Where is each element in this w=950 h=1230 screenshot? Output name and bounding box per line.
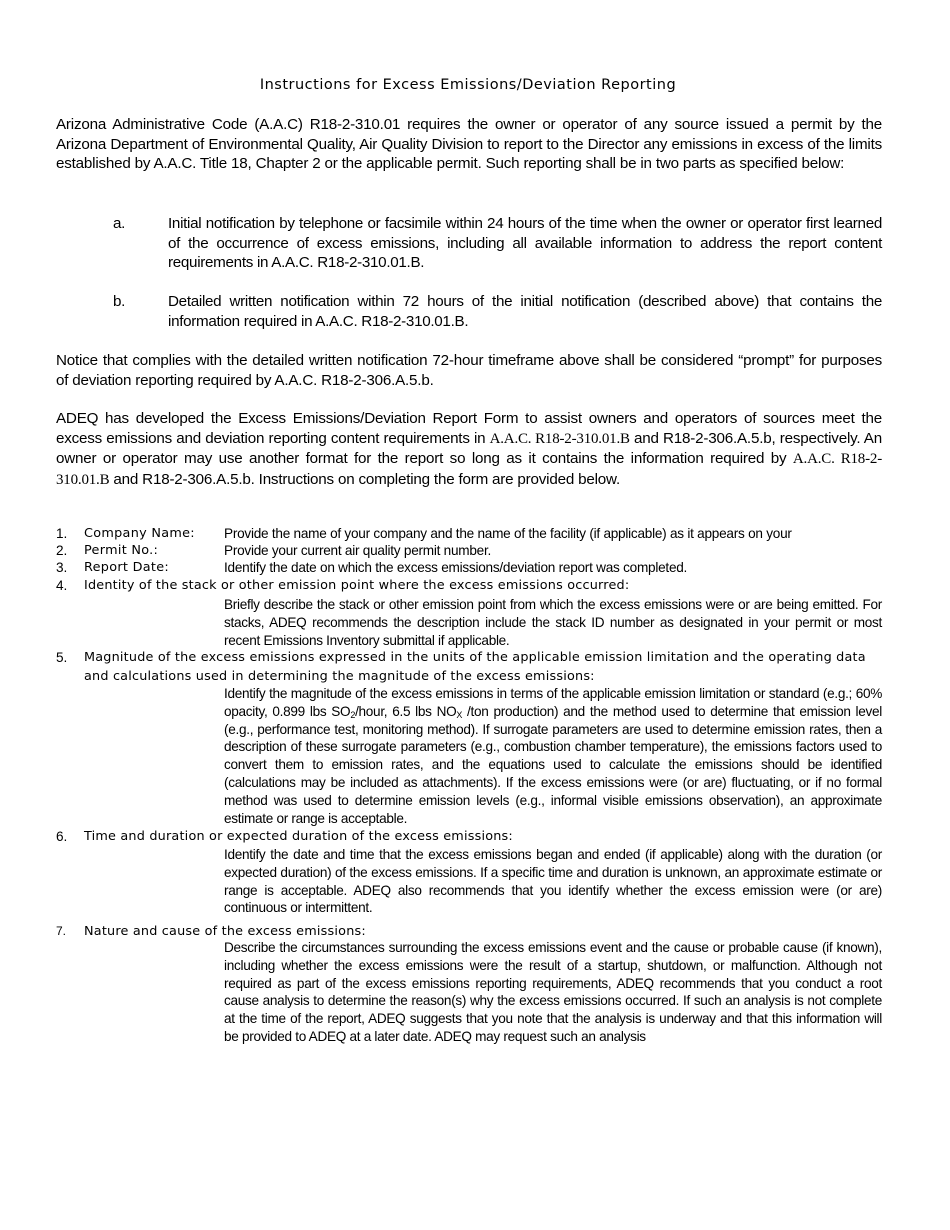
item-label: Permit No.:: [84, 543, 159, 558]
item-number: 1.: [56, 526, 68, 541]
item-body: Identify the date and time that the excess emissions began and ended (if applicable) along with the duration (or expected duration) of the excess emissions. If a specific time and duration is unknown, an approximate estimate or range is acceptable. ADEQ also recommends that you identify whether the excess emission were (or are) continuous or intermittent.: [224, 847, 882, 916]
item-body: Describe the circumstances surrounding the excess emissions event and the cause or probable cause (if known), including whether the excess emissions were the result of a startup, shutdown, or malfunction. Although not required as part of the excess emissions reporting requirements, ADEQ recommends that you conduct a root cause analysis to determine the reason(s) why the excess emissions occurred. If such an analysis is not complete at the time of the report, ADEQ suggests that you note that the analysis is underway and that this information will be provided to ADEQ at a later date. ADEQ may request such an analysis: [224, 940, 882, 1044]
adeq-ref-1: A.A.C. R18-2-310.01.B: [489, 430, 630, 447]
adeq-text-1: ADEQ has developed the Excess Emissions/Deviation Report Form to assist owners and operators of sources meet the excess emissions and deviation reporting content requirements in: [56, 410, 882, 447]
item-number: 3.: [56, 560, 68, 575]
item-description: Provide your current air quality permit number.: [224, 543, 492, 558]
item-body-text: /hour, 6.5 lbs NO: [355, 703, 457, 719]
adeq-paragraph: [56, 409, 882, 490]
part-b-label: b.: [113, 293, 126, 310]
page-title: Instructions for Excess Emissions/Deviation Reporting: [259, 77, 677, 93]
item-heading: Magnitude of the excess emissions expressed in the units of the applicable emission limitation and the operating data and calculations used in determining the magnitude of the excess emissions:: [84, 650, 866, 684]
part-b-text: Detailed written notification within 72 hours of the initial notification (described above) that contains the information required in A.A.C. R18-2-310.01.B.: [168, 293, 882, 330]
subscript-2: 2: [350, 709, 356, 720]
adeq-text-2: and R18-2-306.A.5.b, respectively. An owner or operator may use another format for the report so long as it contains the information required by: [56, 429, 882, 467]
item-description: Provide the name of your company and the name of the facility (if applicable) as it appears on your: [224, 526, 792, 541]
notice-paragraph: Notice that complies with the detailed written notification 72-hour timeframe above shall be considered “prompt” for purposes of deviation reporting required by A.A.C. R18-2-306.A.5.b.: [56, 352, 882, 389]
item-heading: Nature and cause of the excess emissions:: [84, 924, 366, 939]
adeq-ref-2: A.A.C. R18-2-310.01.B: [56, 451, 882, 488]
item-description: Identify the date on which the excess emissions/deviation report was completed.: [224, 560, 688, 575]
item-number: 7.: [56, 924, 67, 938]
item-label: Report Date:: [84, 560, 169, 575]
item-number: 4.: [56, 578, 68, 593]
part-a-label: a.: [113, 215, 126, 232]
item-body-text: /ton production) and the method used to determine that emission level (e.g., performance test, monitoring method). If surrogate parameters are used to determine emission rates, then a description of these surrogate parameters (e.g., combustion chamber temperature), the emissions factors used to convert them to emission rates, and the equations used to calculate the emissions should be identified (calculations may be included as attachments). If the excess emissions were (or are) fluctuating, or if no formal method was used to determine emission levels (e.g., informal visible emissions observation), an approximate estimate or range is acceptable.: [224, 703, 883, 826]
item-body: Briefly describe the stack or other emission point from which the excess emissions were or are being emitted. For stacks, ADEQ recommends the description include the stack ID number as designated in your permit or most recent Emissions Inventory submittal if applicable.: [224, 597, 882, 648]
item-number: 2.: [56, 543, 68, 558]
item-heading: Time and duration or expected duration of the excess emissions:: [84, 829, 513, 844]
item-number: 6.: [56, 829, 68, 844]
item-label: Company Name:: [84, 526, 195, 541]
part-a-text: Initial notification by telephone or facsimile within 24 hours of the time when the owner or operator first learned of the occurrence of excess emissions, including all available information to address the report content requirements in A.A.C. R18-2-310.01.B.: [168, 215, 882, 271]
subscript-x: X: [456, 709, 463, 720]
item-number: 5.: [56, 650, 68, 665]
item-body: [224, 685, 882, 827]
item-body-text: Identify the magnitude of the excess emissions in terms of the applicable emission limitation or standard (e.g.; 60% opacity, 0.899 lbs SO: [224, 686, 882, 719]
item-heading: Identity of the stack or other emission point where the excess emissions occurred:: [84, 578, 630, 593]
adeq-text-3: and R18-2-306.A.5.b. Instructions on completing the form are provided below.: [109, 470, 620, 488]
intro-paragraph: Arizona Administrative Code (A.A.C) R18-2-310.01 requires the owner or operator of any source issued a permit by the Arizona Department of Environmental Quality, Air Quality Division to report to the Director any emissions in excess of the limits established by A.A.C. Title 18, Chapter 2 or the applicable permit. Such reporting shall be in two parts as specified below:: [56, 116, 882, 172]
